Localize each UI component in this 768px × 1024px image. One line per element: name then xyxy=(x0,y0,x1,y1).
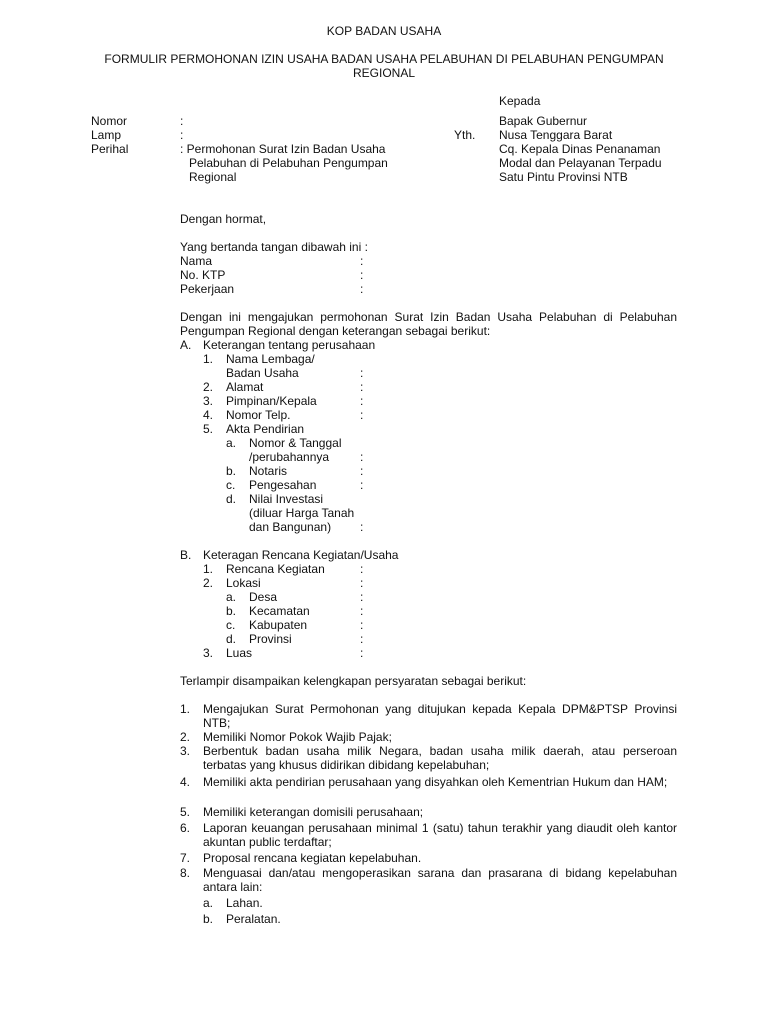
sub-marker: c. xyxy=(226,478,236,492)
field-colon: : xyxy=(360,450,364,464)
field-colon: : xyxy=(360,646,364,660)
requirement-text: Memiliki akta pendirian perusahaan yang disyahkan oleh Kementrian Hukum dan HAM; xyxy=(203,775,668,789)
field-label: Nomor Telp. xyxy=(226,408,291,422)
field-colon: : xyxy=(360,254,364,268)
field-colon: : xyxy=(360,464,364,478)
requirement-text: Memiliki keterangan domisili perusahaan; xyxy=(203,805,424,819)
list-number: 5. xyxy=(203,422,214,436)
signer-field-nama: Nama xyxy=(180,254,213,268)
requirement-text: Memiliki Nomor Pokok Wajib Pajak; xyxy=(203,730,392,744)
field-label: dan Bangunan) xyxy=(249,520,332,534)
sub-marker: b. xyxy=(226,604,237,618)
field-colon: : xyxy=(360,268,364,282)
requirement-text: Proposal rencana kegiatan kepelabuhan. xyxy=(203,851,422,865)
form-title-line1: FORMULIR PERMOHONAN IZIN USAHA BADAN USAHA PELABUHAN DI PELABUHAN PENGUMPAN xyxy=(104,52,664,66)
perihal-label: Perihal xyxy=(91,142,129,156)
sub-marker: b. xyxy=(203,912,214,926)
field-label: Pengesahan xyxy=(249,478,317,492)
field-label: Nilai Investasi xyxy=(249,492,324,506)
field-label: Lokasi xyxy=(226,576,261,590)
field-colon: : xyxy=(360,562,364,576)
list-number: 1. xyxy=(203,352,214,366)
field-colon: : xyxy=(360,380,364,394)
field-colon: : xyxy=(360,576,364,590)
list-number: 2. xyxy=(203,576,214,590)
field-colon: : xyxy=(360,604,364,618)
field-colon: : xyxy=(360,478,364,492)
req-number: 5. xyxy=(180,805,191,819)
field-label: Alamat xyxy=(226,380,264,394)
signer-field-pekerjaan: Pekerjaan xyxy=(180,282,235,296)
lamp-colon: : xyxy=(180,128,184,142)
recipient-line: Bapak Gubernur xyxy=(499,114,588,128)
salutation: Dengan hormat, xyxy=(180,212,267,226)
kepada-label: Kepada xyxy=(499,94,541,108)
recipient-line: Cq. Kepala Dinas Penanaman xyxy=(499,142,661,156)
field-label: Akta Pendirian xyxy=(226,422,305,436)
field-colon: : xyxy=(360,282,364,296)
recipient-line: Satu Pintu Provinsi NTB xyxy=(499,170,628,184)
requirement-text: Berbentuk badan usaha milik Negara, badan usaha milik daerah, atau perseroan terbatas yang khusus didirikan dibidang kepelabuhan; xyxy=(203,744,677,772)
section-a-title: Keterangan tentang perusahaan xyxy=(203,338,376,352)
lamp-label: Lamp xyxy=(91,128,122,142)
field-colon: : xyxy=(360,632,364,646)
req-number: 8. xyxy=(180,866,191,880)
field-label: Notaris xyxy=(249,464,288,478)
req-number: 4. xyxy=(180,775,191,789)
field-label: Rencana Kegiatan xyxy=(226,562,325,576)
nomor-label: Nomor xyxy=(91,114,128,128)
field-colon: : xyxy=(360,618,364,632)
sub-marker: d. xyxy=(226,492,237,506)
request-paragraph: Dengan ini mengajukan permohonan Surat Izin Badan Usaha Pelabuhan di Pelabuhan Pengumpan Regional dengan keterangan sebagai berikut: xyxy=(180,310,677,338)
section-a-marker: A. xyxy=(180,338,192,352)
req-number: 1. xyxy=(180,702,191,716)
sub-marker: d. xyxy=(226,632,237,646)
nomor-colon: : xyxy=(180,114,184,128)
field-label: Kecamatan xyxy=(249,604,310,618)
yth-label: Yth. xyxy=(454,128,476,142)
requirement-text: Laporan keuangan perusahaan minimal 1 (satu) tahun terakhir yang diaudit oleh kantor akuntan public terdaftar; xyxy=(203,821,677,849)
requirement-text: Menguasai dan/atau mengoperasikan sarana dan prasarana di bidang kepelabuhan antara lain: xyxy=(203,866,677,894)
section-b-marker: B. xyxy=(180,548,192,562)
field-label: Kabupaten xyxy=(249,618,308,632)
perihal-value-line3: Regional xyxy=(189,170,237,184)
perihal-value-line1: : Permohonan Surat Izin Badan Usaha xyxy=(180,142,386,156)
req-number: 7. xyxy=(180,851,191,865)
sub-marker: a. xyxy=(203,896,214,910)
kop-header: KOP BADAN USAHA xyxy=(326,24,442,38)
field-label: (diluar Harga Tanah xyxy=(249,506,355,520)
field-colon: : xyxy=(360,590,364,604)
requirement-sub-text: Lahan. xyxy=(226,896,263,910)
sub-marker: c. xyxy=(226,618,236,632)
section-b-title: Keteragan Rencana Kegiatan/Usaha xyxy=(203,548,399,562)
sub-marker: a. xyxy=(226,590,237,604)
list-number: 4. xyxy=(203,408,214,422)
sub-marker: a. xyxy=(226,436,237,450)
field-label: /perubahannya xyxy=(249,450,330,464)
recipient-line: Modal dan Pelayanan Terpadu xyxy=(499,156,662,170)
attachments-intro: Terlampir disampaikan kelengkapan persyaratan sebagai berikut: xyxy=(180,674,527,688)
requirement-text: Mengajukan Surat Permohonan yang ditujukan kepada Kepala DPM&PTSP Provinsi NTB; xyxy=(203,702,677,730)
signer-intro: Yang bertanda tangan dibawah ini : xyxy=(180,240,368,254)
field-label: Nomor & Tanggal xyxy=(249,436,342,450)
field-colon: : xyxy=(360,520,364,534)
field-colon: : xyxy=(360,394,364,408)
list-number: 3. xyxy=(203,646,214,660)
sub-marker: b. xyxy=(226,464,237,478)
req-number: 6. xyxy=(180,821,191,835)
field-colon: : xyxy=(360,408,364,422)
recipient-line: Nusa Tenggara Barat xyxy=(499,128,613,142)
req-number: 2. xyxy=(180,730,191,744)
req-number: 3. xyxy=(180,744,191,758)
field-label: Luas xyxy=(226,646,253,660)
list-number: 3. xyxy=(203,394,214,408)
list-number: 1. xyxy=(203,562,214,576)
perihal-value-line2: Pelabuhan di Pelabuhan Pengumpan xyxy=(189,156,388,170)
list-number: 2. xyxy=(203,380,214,394)
field-colon: : xyxy=(360,366,364,380)
field-label: Nama Lembaga/ xyxy=(226,352,315,366)
form-title-line2: REGIONAL xyxy=(352,66,415,80)
requirement-sub-text: Peralatan. xyxy=(226,912,281,926)
field-label: Pimpinan/Kepala xyxy=(226,394,317,408)
field-label: Provinsi xyxy=(249,632,292,646)
field-label: Desa xyxy=(249,590,278,604)
signer-field-ktp: No. KTP xyxy=(180,268,226,282)
field-label: Badan Usaha xyxy=(226,366,299,380)
